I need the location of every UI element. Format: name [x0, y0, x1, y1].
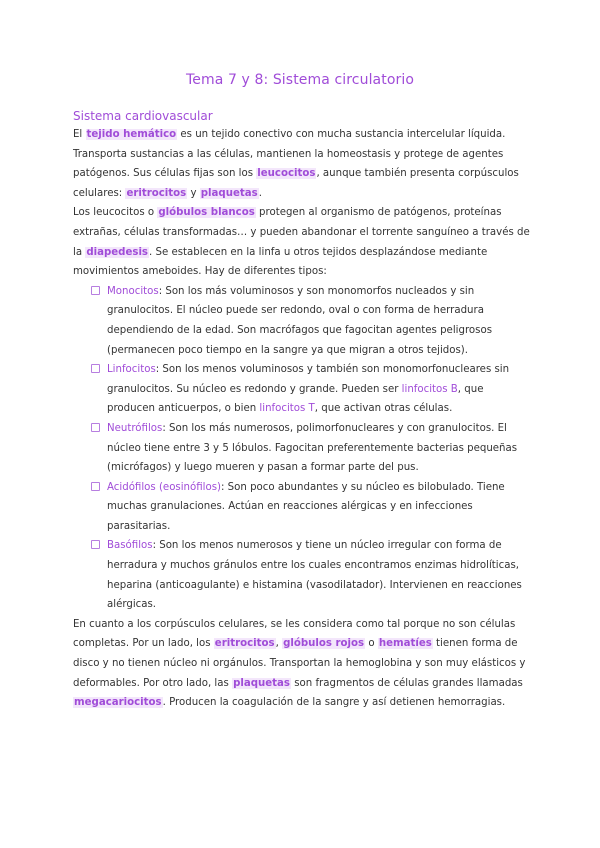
checkbox-icon[interactable] [91, 423, 100, 432]
text-run: o [365, 638, 378, 650]
type-name: Monocitos [107, 285, 159, 297]
highlight-term: diapedesis [86, 246, 148, 258]
text-run: En cuanto a los corpúsculos celulares, se les considera como tal porque no son células completas. Por un lado, los [73, 618, 516, 650]
text-run: , [275, 638, 283, 650]
type-name: Neutrófilos [107, 422, 163, 434]
type-description: : Son los más numerosos, polimorfonucleares y con granulocitos. El núcleo tiene entre 3 y 5 lóbulos. Fagocitan preferentemente bacterias pequeñas (micrófagos) y luego mueren y pasan a formar parte del pus. [107, 422, 518, 474]
type-description: : Son poco abundantes y su núcleo es bilobulado. Tiene muchas granulaciones. Actúan en reacciones alérgicas y en infecciones parasitarias. [107, 481, 505, 532]
list-item-linfocitos [91, 360, 533, 419]
highlight-term: eritrocitos [126, 187, 187, 199]
type-name: Acidófilos (eosinófilos) [107, 481, 222, 493]
text-run: . [258, 187, 262, 199]
text-run: son fragmentos de células grandes llamadas [290, 677, 523, 689]
type-description: : Son los menos numerosos y tiene un núcleo irregular con forma de herradura y muchos gránulos entre los cuales encontramos enzimas hidrolíticas, heparina (anticoagulante) e histamina (vasodilatador). Intervienen en reacciones alérgicas. [107, 540, 522, 611]
text-run: . Se establecen en la linfa u otros tejidos desplazándose mediante movimientos ameboides. Hay de diferentes tipos: [73, 246, 488, 278]
text-run: . Producen la coagulación de la sangre y así detienen hemorragias. [162, 697, 506, 709]
type-name: Linfocitos [107, 364, 156, 376]
text-run: protegen al organismo de patógenos, proteínas extrañas, células transformadas… y pueden abandonar el torrente sanguíneo a través de la [73, 207, 530, 258]
page-title: Tema 7 y 8: Sistema circulatorio [186, 72, 414, 88]
paragraph-leucocitos [73, 203, 533, 281]
checkbox-icon[interactable] [91, 364, 100, 373]
text-run: tienen forma de disco y no tienen núcleo ni orgánulos. Transportan la hemoglobina y son muy elásticos y deformables. Por otro lado, las [73, 638, 526, 689]
highlight-term: linfocitos T [259, 403, 315, 415]
type-description: , que producen anticuerpos, o bien [107, 383, 484, 415]
text-run: Los leucocitos o [73, 207, 158, 219]
leukocyte-types-list [73, 282, 533, 615]
section-heading: Sistema cardiovascular [73, 109, 213, 123]
highlight-term: plaquetas [233, 677, 290, 689]
highlight-term: plaquetas [200, 187, 258, 199]
highlight-term: leucocitos [257, 168, 316, 180]
checkbox-icon[interactable] [91, 286, 100, 295]
list-item-acidofilos [91, 478, 533, 537]
highlight-term: glóbulos blancos [158, 207, 255, 219]
text-run: El [73, 129, 86, 140]
document-body [73, 107, 533, 713]
list-item-monocitos [91, 282, 533, 360]
text-run: y [187, 187, 200, 199]
highlight-term: tejido hemático [86, 129, 177, 140]
paragraph-tejido-hematico [73, 125, 533, 203]
checkbox-icon[interactable] [91, 540, 100, 549]
highlight-term: hematíes [378, 638, 432, 650]
checkbox-icon[interactable] [91, 482, 100, 491]
highlight-term: megacariocitos [74, 697, 162, 709]
type-name: Basófilos [107, 540, 153, 552]
highlight-term: glóbulos rojos [283, 638, 365, 650]
type-description: : Son los menos voluminosos y también son monomorfonucleares sin granulocitos. Su núcleo es redondo y grande. Pueden ser [107, 364, 510, 395]
list-item-neutrofilos [91, 419, 533, 478]
type-description: , que activan otras células. [314, 403, 453, 415]
paragraph-corpusculos [73, 615, 533, 713]
highlight-term: eritrocitos [214, 638, 275, 650]
highlight-term: linfocitos B [401, 383, 458, 395]
list-item-basofilos [91, 536, 533, 614]
text-run: , aunque también presenta corpúsculos celulares: [73, 168, 519, 199]
type-description: : Son los más voluminosos y son monomorfos nucleados y sin granulocitos. El núcleo puede ser redondo, oval o con forma de herradura dependiendo de la edad. Son macrófagos que fagocitan agentes peligrosos (permanecen poco tiempo en la sangre ya que migran a otros tejidos). [107, 285, 492, 356]
text-run: es un tejido conectivo con mucha sustancia intercelular líquida. Transporta sustancias a las células, mantienen la homeostasis y protege de agentes patógenos. Sus células fijas son los [73, 129, 506, 180]
